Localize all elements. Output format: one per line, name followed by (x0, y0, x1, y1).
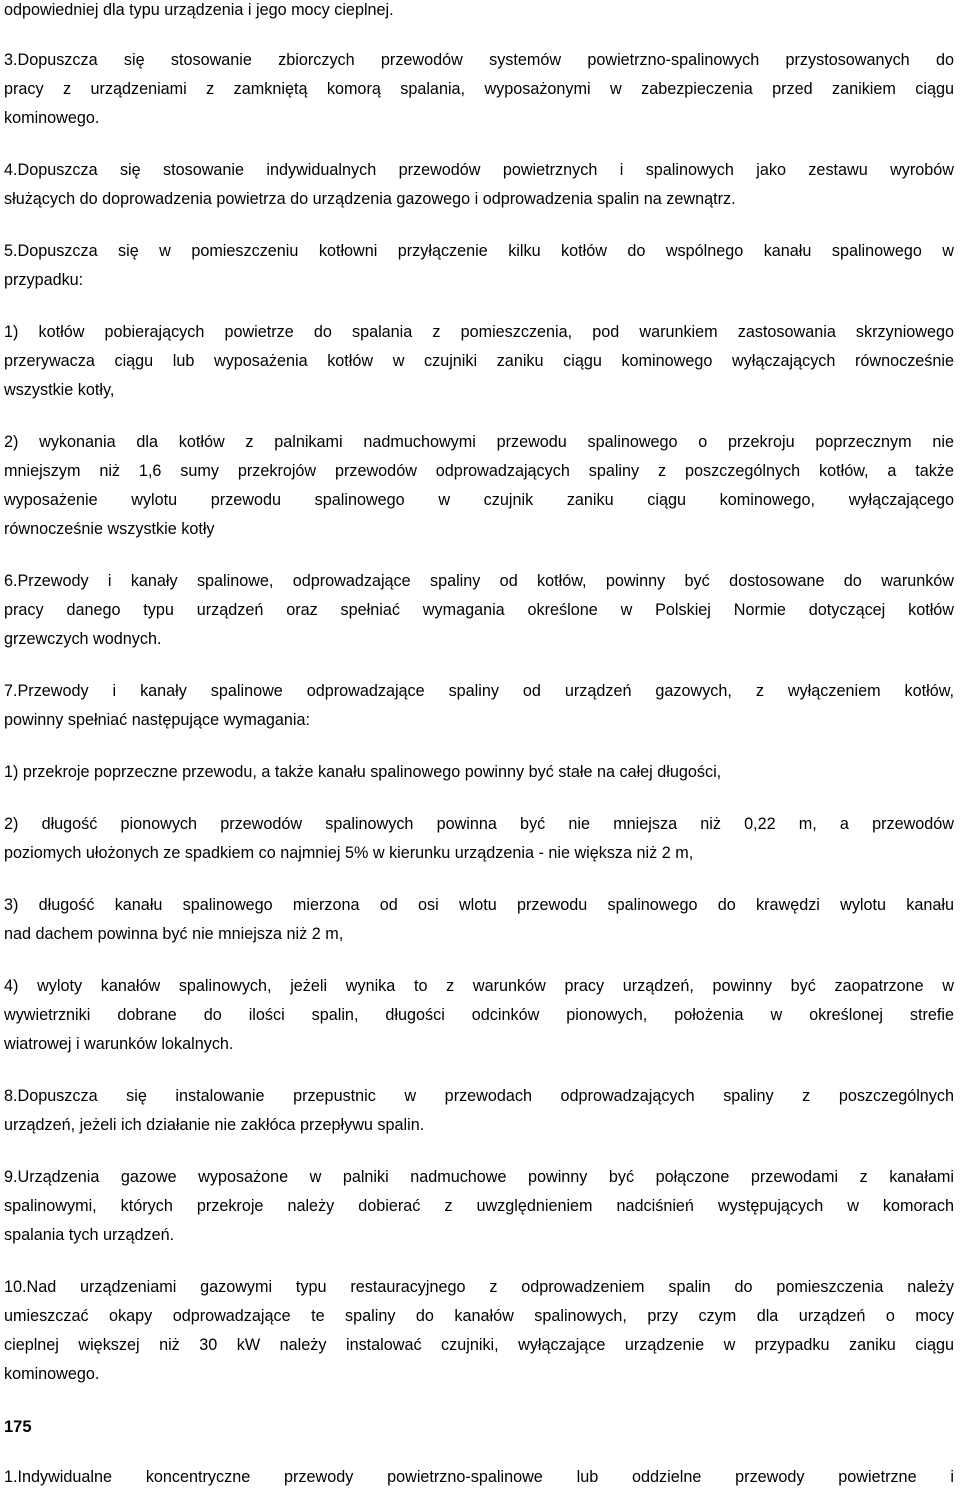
text-line: 3.Dopuszcza się stosowanie zbiorczych przewodów systemów powietrzno-spalinowych przystosowanych do (4, 51, 954, 69)
text-line: pracy danego typu urządzeń oraz spełniać wymagania określone w Polskiej Normie dotyczącej kotłów (4, 601, 954, 619)
text-line: 3) długość kanału spalinowego mierzona od osi wlotu przewodu spalinowego do krawędzi wylotu kanału (4, 896, 954, 914)
text-line: odpowiedniej dla typu urządzenia i jego mocy cieplnej. (4, 1, 394, 19)
text-line: równocześnie wszystkie kotły (4, 520, 215, 538)
text-line: przypadku: (4, 271, 84, 289)
text-line: umieszczać okapy odprowadzające te spaliny do kanałów spalinowych, przy czym dla urządzeń o mocy (4, 1307, 954, 1325)
text-line: służących do doprowadzenia powietrza do urządzenia gazowego i odprowadzenia spalin na zewnątrz. (4, 190, 736, 208)
text-line: spalania tych urządzeń. (4, 1226, 175, 1244)
text-line: mniejszym niż 1,6 sumy przekrojów przewodów odprowadzających spaliny z poszczególnych kotłów, a także (4, 462, 954, 480)
text-line: 1.Indywidualne koncentryczne przewody powietrzno-spalinowe lub oddzielne przewody powietrzne i (4, 1468, 954, 1486)
text-line: nad dachem powinna być nie mniejsza niż 2 m, (4, 925, 344, 943)
text-line: urządzeń, jeżeli ich działanie nie zakłóca przepływu spalin. (4, 1116, 425, 1134)
text-line: wywietrzniki dobrane do ilości spalin, długości odcinków pionowych, położenia w określonej strefie (4, 1006, 954, 1024)
text-line: 2) wykonania dla kotłów z palnikami nadmuchowymi przewodu spalinowego o przekroju poprzecznym nie (4, 433, 954, 451)
text-line: 1) przekroje poprzeczne przewodu, a także kanału spalinowego powinny być stałe na całej długości, (4, 763, 722, 781)
text-line: cieplnej większej niż 30 kW należy instalować czujniki, wyłączające urządzenie w przypadku zaniku ciągu (4, 1336, 954, 1354)
text-line: poziomych ułożonych ze spadkiem co najmniej 5% w kierunku urządzenia - nie większa niż 2 m, (4, 844, 694, 862)
text-line: kominowego. (4, 1365, 100, 1383)
text-line: 2) długość pionowych przewodów spalinowych powinna być nie mniejsza niż 0,22 m, a przewodów (4, 815, 954, 833)
text-line: 5.Dopuszcza się w pomieszczeniu kotłowni przyłączenie kilku kotłów do wspólnego kanału spalinowego w (4, 242, 954, 260)
text-line: wyposażenie wylotu przewodu spalinowego w czujnik zaniku ciągu kominowego, wyłączającego (4, 491, 954, 509)
text-line: 4) wyloty kanałów spalinowych, jeżeli wynika to z warunków pracy urządzeń, powinny być zaopatrzone w (4, 977, 954, 995)
page-number: 175 (4, 1418, 32, 1436)
text-line: grzewczych wodnych. (4, 630, 162, 648)
text-line: 7.Przewody i kanały spalinowe odprowadzające spaliny od urządzeń gazowych, z wyłączeniem kotłów, (4, 682, 954, 700)
text-line: 1) kotłów pobierających powietrze do spalania z pomieszczenia, pod warunkiem zastosowania skrzyniowego (4, 323, 954, 341)
text-line: kominowego. (4, 109, 100, 127)
text-line: wszystkie kotły, (4, 381, 115, 399)
text-line: pracy z urządzeniami z zamkniętą komorą spalania, wyposażonymi w zabezpieczenia przed zanikiem ciągu (4, 80, 954, 98)
text-line: 10.Nad urządzeniami gazowymi typu restauracyjnego z odprowadzeniem spalin do pomieszczenia należy (4, 1278, 954, 1296)
text-line: 4.Dopuszcza się stosowanie indywidualnych przewodów powietrznych i spalinowych jako zestawu wyrobów (4, 161, 954, 179)
text-line: 9.Urządzenia gazowe wyposażone w palniki nadmuchowe powinny być połączone przewodami z kanałami (4, 1168, 954, 1186)
text-line: 6.Przewody i kanały spalinowe, odprowadzające spaliny od kotłów, powinny być dostosowane do warunków (4, 572, 954, 590)
text-line: wiatrowej i warunków lokalnych. (4, 1035, 234, 1053)
text-line: powinny spełniać następujące wymagania: (4, 711, 310, 729)
text-line: 8.Dopuszcza się instalowanie przepustnic w przewodach odprowadzających spaliny z poszczególnych (4, 1087, 954, 1105)
text-line: spalinowymi, których przekroje należy dobierać z uwzględnieniem nadciśnień występujących w komorach (4, 1197, 954, 1215)
text-line: przerywacza ciągu lub wyposażenia kotłów w czujniki zaniku ciągu kominowego wyłączających równocześnie (4, 352, 954, 370)
